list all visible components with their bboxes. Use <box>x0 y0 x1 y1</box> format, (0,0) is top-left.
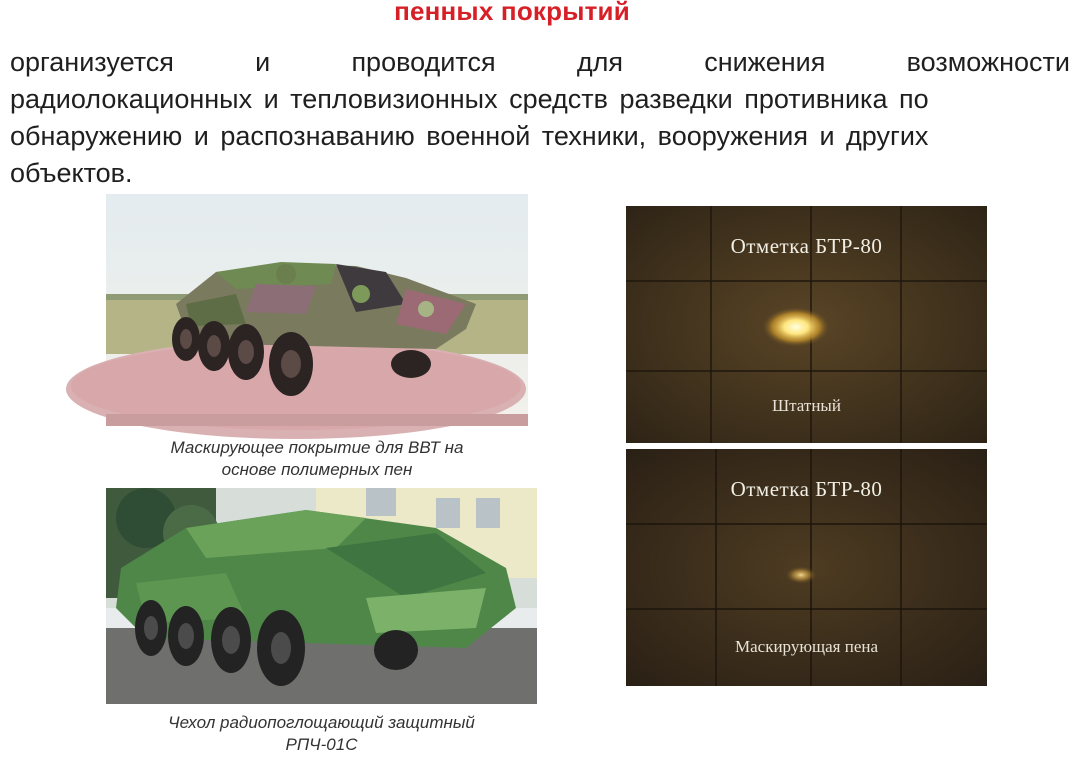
thermal-image-foam <box>626 449 987 686</box>
thermal-top-label: Отметка БТР-80 <box>730 234 883 258</box>
paragraph-line-1: организуется и проводится для снижения возможности <box>10 47 1070 77</box>
thermal-bottom-sublabel: Маскирующая пена <box>734 637 879 656</box>
body-paragraph <box>10 44 1070 192</box>
photo-top-caption: Маскирующее покрытие для ВВТ на основе полимерных пен <box>170 438 464 479</box>
radar-absorbing-cover-photo <box>106 488 537 704</box>
section-title: пенных покрытий <box>394 0 630 26</box>
thermal-bottom-label: Отметка БТР-80 <box>730 477 883 501</box>
paragraph-line-4: объектов. <box>10 158 133 188</box>
foam-camouflage-photo <box>106 194 528 426</box>
paragraph-line-2: радиолокационных и тепловизионных средств разведки противника по <box>10 84 929 114</box>
thermal-image-standard <box>626 206 987 443</box>
thermal-signature-strong <box>762 307 830 347</box>
photo-bottom-caption: Чехол радиопоглощающий защитный РПЧ-01С <box>168 713 475 754</box>
thermal-top-sublabel: Штатный <box>772 396 841 415</box>
paragraph-line-3: обнаружению и распознаванию военной техники, вооружения и других <box>10 121 929 151</box>
thermal-signature-weak <box>785 566 817 584</box>
